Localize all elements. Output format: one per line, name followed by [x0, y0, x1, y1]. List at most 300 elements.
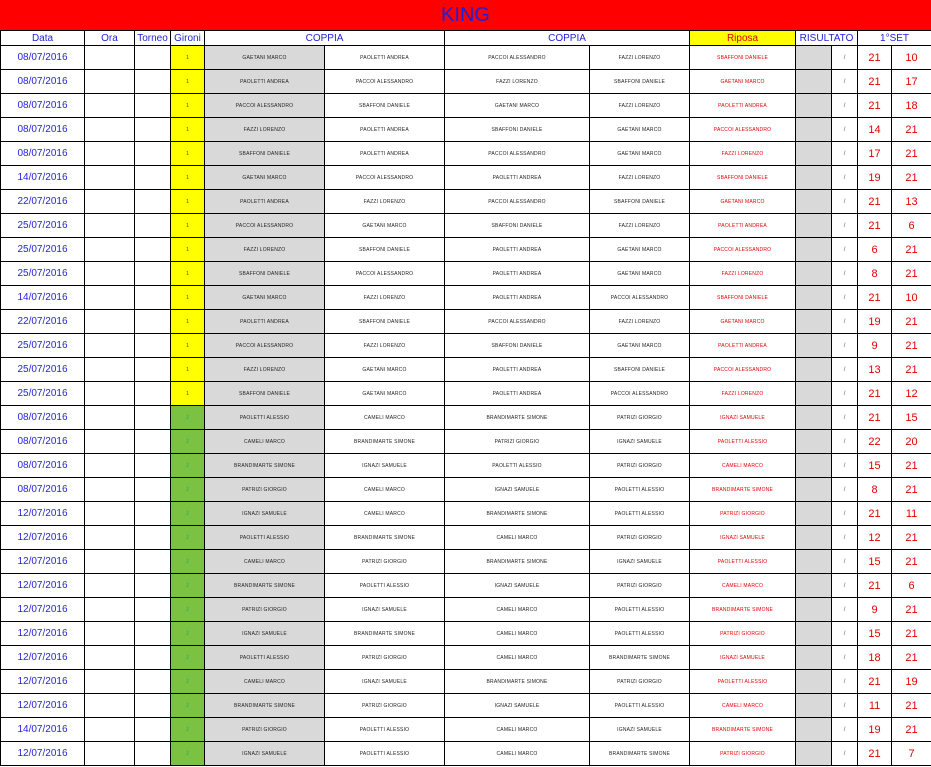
risultato-separator: /: [832, 190, 858, 214]
coppia2-player2: PAOLETTI ALESSIO: [590, 598, 690, 622]
match-row: [1, 502, 931, 526]
coppia2-player2: PAOLETTI ALESSIO: [590, 478, 690, 502]
coppia1-player2: PAOLETTI ALESSIO: [325, 742, 445, 766]
coppia2-player1: SBAFFONI DANIELE: [445, 118, 590, 142]
set-score-2: 13: [892, 190, 931, 214]
risultato-separator: /: [832, 742, 858, 766]
match-torneo: [135, 502, 171, 526]
match-torneo: [135, 190, 171, 214]
match-row: [1, 118, 931, 142]
coppia2-player2: BRANDIMARTE SIMONE: [590, 646, 690, 670]
coppia1-player2: GAETANI MARCO: [325, 214, 445, 238]
match-torneo: [135, 454, 171, 478]
match-girone: 2: [171, 742, 205, 766]
match-girone: 1: [171, 310, 205, 334]
risultato-cell: [796, 598, 832, 622]
set-score-1: 21: [858, 286, 892, 310]
coppia1-player2: SBAFFONI DANIELE: [325, 238, 445, 262]
match-row: [1, 622, 931, 646]
coppia1-player2: BRANDIMARTE SIMONE: [325, 526, 445, 550]
riposa-player: SBAFFONI DANIELE: [690, 166, 796, 190]
match-date: 12/07/2016: [1, 622, 85, 646]
set-score-1: 21: [858, 214, 892, 238]
match-row: [1, 646, 931, 670]
coppia2-player2: PATRIZI GIORGIO: [590, 454, 690, 478]
match-ora: [85, 94, 135, 118]
match-torneo: [135, 358, 171, 382]
set-score-1: 21: [858, 382, 892, 406]
coppia2-player2: PAOLETTI ALESSIO: [590, 622, 690, 646]
sheet-title: KING: [0, 0, 931, 30]
match-date: 08/07/2016: [1, 454, 85, 478]
match-girone: 2: [171, 670, 205, 694]
risultato-separator: /: [832, 166, 858, 190]
set-score-1: 11: [858, 694, 892, 718]
coppia1-player2: PAOLETTI ALESSIO: [325, 718, 445, 742]
risultato-separator: /: [832, 502, 858, 526]
risultato-cell: [796, 478, 832, 502]
coppia1-player1: PACCOI ALESSANDRO: [205, 334, 325, 358]
risultato-cell: [796, 526, 832, 550]
coppia1-player2: PAOLETTI ALESSIO: [325, 574, 445, 598]
match-date: 08/07/2016: [1, 478, 85, 502]
riposa-player: PAOLETTI ANDREA: [690, 94, 796, 118]
coppia2-player2: SBAFFONI DANIELE: [590, 190, 690, 214]
match-ora: [85, 142, 135, 166]
match-ora: [85, 214, 135, 238]
risultato-separator: /: [832, 550, 858, 574]
set-score-2: 18: [892, 94, 931, 118]
riposa-player: PACCOI ALESSANDRO: [690, 118, 796, 142]
coppia1-player2: CAMELI MARCO: [325, 406, 445, 430]
match-girone: 1: [171, 166, 205, 190]
set-score-1: 21: [858, 574, 892, 598]
riposa-player: CAMELI MARCO: [690, 454, 796, 478]
coppia2-player1: BRANDIMARTE SIMONE: [445, 502, 590, 526]
set-score-2: 21: [892, 718, 931, 742]
match-date: 22/07/2016: [1, 190, 85, 214]
match-ora: [85, 646, 135, 670]
match-girone: 1: [171, 262, 205, 286]
set-score-1: 19: [858, 166, 892, 190]
match-girone: 1: [171, 238, 205, 262]
risultato-cell: [796, 358, 832, 382]
coppia1-player1: SBAFFONI DANIELE: [205, 382, 325, 406]
risultato-cell: [796, 550, 832, 574]
match-girone: 1: [171, 286, 205, 310]
riposa-player: SBAFFONI DANIELE: [690, 286, 796, 310]
match-torneo: [135, 670, 171, 694]
set-score-1: 19: [858, 310, 892, 334]
coppia1-player2: IGNAZI SAMUELE: [325, 670, 445, 694]
match-ora: [85, 742, 135, 766]
riposa-player: PAOLETTI ALESSIO: [690, 550, 796, 574]
coppia2-player2: IGNAZI SAMUELE: [590, 718, 690, 742]
match-torneo: [135, 262, 171, 286]
match-date: 12/07/2016: [1, 646, 85, 670]
header-coppia-1: COPPIA: [205, 31, 445, 46]
riposa-player: GAETANI MARCO: [690, 190, 796, 214]
coppia1-player1: PAOLETTI ALESSIO: [205, 526, 325, 550]
coppia2-player1: PACCOI ALESSANDRO: [445, 310, 590, 334]
coppia2-player2: PAOLETTI ALESSIO: [590, 694, 690, 718]
set-score-2: 21: [892, 622, 931, 646]
coppia2-player2: PACCOI ALESSANDRO: [590, 286, 690, 310]
coppia2-player1: PACCOI ALESSANDRO: [445, 46, 590, 70]
coppia1-player1: FAZZI LORENZO: [205, 358, 325, 382]
set-score-2: 19: [892, 670, 931, 694]
coppia2-player1: PAOLETTI ANDREA: [445, 382, 590, 406]
coppia2-player1: BRANDIMARTE SIMONE: [445, 670, 590, 694]
match-girone: 2: [171, 430, 205, 454]
coppia1-player1: FAZZI LORENZO: [205, 118, 325, 142]
coppia1-player2: IGNAZI SAMUELE: [325, 454, 445, 478]
match-date: 14/07/2016: [1, 718, 85, 742]
match-torneo: [135, 142, 171, 166]
coppia2-player1: CAMELI MARCO: [445, 622, 590, 646]
riposa-player: PAOLETTI ANDREA: [690, 214, 796, 238]
risultato-separator: /: [832, 118, 858, 142]
match-row: [1, 718, 931, 742]
risultato-separator: /: [832, 70, 858, 94]
set-score-1: 15: [858, 622, 892, 646]
match-date: 25/07/2016: [1, 262, 85, 286]
coppia1-player1: BRANDIMARTE SIMONE: [205, 694, 325, 718]
coppia2-player2: IGNAZI SAMUELE: [590, 430, 690, 454]
risultato-cell: [796, 94, 832, 118]
set-score-1: 12: [858, 526, 892, 550]
coppia1-player1: CAMELI MARCO: [205, 670, 325, 694]
coppia2-player2: BRANDIMARTE SIMONE: [590, 742, 690, 766]
risultato-cell: [796, 310, 832, 334]
match-row: [1, 406, 931, 430]
match-torneo: [135, 166, 171, 190]
coppia1-player2: IGNAZI SAMUELE: [325, 598, 445, 622]
match-ora: [85, 670, 135, 694]
header-coppia-2: COPPIA: [445, 31, 690, 46]
coppia1-player2: FAZZI LORENZO: [325, 190, 445, 214]
risultato-separator: /: [832, 430, 858, 454]
coppia2-player2: SBAFFONI DANIELE: [590, 358, 690, 382]
set-score-1: 8: [858, 262, 892, 286]
match-row: [1, 310, 931, 334]
risultato-cell: [796, 430, 832, 454]
set-score-2: 10: [892, 286, 931, 310]
match-ora: [85, 118, 135, 142]
riposa-player: SBAFFONI DANIELE: [690, 46, 796, 70]
match-date: 08/07/2016: [1, 430, 85, 454]
set-score-1: 22: [858, 430, 892, 454]
coppia2-player1: IGNAZI SAMUELE: [445, 478, 590, 502]
riposa-player: BRANDIMARTE SIMONE: [690, 598, 796, 622]
coppia1-player1: SBAFFONI DANIELE: [205, 142, 325, 166]
coppia1-player2: PACCOI ALESSANDRO: [325, 262, 445, 286]
risultato-cell: [796, 142, 832, 166]
match-torneo: [135, 646, 171, 670]
match-date: 08/07/2016: [1, 142, 85, 166]
set-score-1: 21: [858, 670, 892, 694]
riposa-player: PAOLETTI ANDREA: [690, 334, 796, 358]
match-ora: [85, 46, 135, 70]
match-ora: [85, 598, 135, 622]
coppia1-player1: PAOLETTI ALESSIO: [205, 406, 325, 430]
match-row: [1, 334, 931, 358]
coppia2-player2: GAETANI MARCO: [590, 238, 690, 262]
coppia1-player2: FAZZI LORENZO: [325, 286, 445, 310]
set-score-1: 17: [858, 142, 892, 166]
risultato-separator: /: [832, 454, 858, 478]
coppia1-player2: SBAFFONI DANIELE: [325, 94, 445, 118]
set-score-2: 21: [892, 454, 931, 478]
match-girone: 1: [171, 142, 205, 166]
match-date: 12/07/2016: [1, 694, 85, 718]
coppia2-player1: PACCOI ALESSANDRO: [445, 142, 590, 166]
risultato-cell: [796, 262, 832, 286]
match-ora: [85, 262, 135, 286]
risultato-cell: [796, 46, 832, 70]
coppia2-player2: PATRIZI GIORGIO: [590, 526, 690, 550]
set-score-1: 21: [858, 190, 892, 214]
risultato-separator: /: [832, 574, 858, 598]
match-ora: [85, 406, 135, 430]
coppia1-player1: FAZZI LORENZO: [205, 238, 325, 262]
riposa-player: CAMELI MARCO: [690, 574, 796, 598]
match-girone: 1: [171, 334, 205, 358]
coppia1-player2: PACCOI ALESSANDRO: [325, 166, 445, 190]
risultato-cell: [796, 574, 832, 598]
coppia1-player1: PACCOI ALESSANDRO: [205, 214, 325, 238]
coppia1-player1: PAOLETTI ANDREA: [205, 190, 325, 214]
risultato-cell: [796, 190, 832, 214]
match-row: [1, 430, 931, 454]
risultato-separator: /: [832, 598, 858, 622]
match-torneo: [135, 478, 171, 502]
set-score-2: 21: [892, 358, 931, 382]
match-row: [1, 574, 931, 598]
match-date: 12/07/2016: [1, 502, 85, 526]
coppia1-player1: CAMELI MARCO: [205, 430, 325, 454]
match-row: [1, 358, 931, 382]
riposa-player: PATRIZI GIORGIO: [690, 742, 796, 766]
riposa-player: PATRIZI GIORGIO: [690, 622, 796, 646]
match-torneo: [135, 406, 171, 430]
set-score-1: 21: [858, 502, 892, 526]
set-score-1: 21: [858, 94, 892, 118]
riposa-player: PATRIZI GIORGIO: [690, 502, 796, 526]
header-row: [1, 31, 931, 46]
risultato-separator: /: [832, 286, 858, 310]
coppia2-player2: GAETANI MARCO: [590, 142, 690, 166]
coppia1-player1: BRANDIMARTE SIMONE: [205, 574, 325, 598]
match-girone: 1: [171, 214, 205, 238]
risultato-separator: /: [832, 382, 858, 406]
coppia1-player2: BRANDIMARTE SIMONE: [325, 430, 445, 454]
match-ora: [85, 358, 135, 382]
header-gironi: Gironi: [171, 31, 205, 46]
match-row: [1, 70, 931, 94]
riposa-player: GAETANI MARCO: [690, 310, 796, 334]
match-girone: 1: [171, 70, 205, 94]
match-torneo: [135, 118, 171, 142]
match-date: 25/07/2016: [1, 238, 85, 262]
match-row: [1, 262, 931, 286]
match-date: 12/07/2016: [1, 526, 85, 550]
set-score-2: 6: [892, 574, 931, 598]
set-score-1: 9: [858, 334, 892, 358]
set-score-2: 21: [892, 334, 931, 358]
coppia2-player1: CAMELI MARCO: [445, 742, 590, 766]
coppia1-player2: PAOLETTI ANDREA: [325, 142, 445, 166]
match-table: [0, 30, 931, 766]
riposa-player: IGNAZI SAMUELE: [690, 526, 796, 550]
match-row: [1, 382, 931, 406]
risultato-separator: /: [832, 358, 858, 382]
risultato-cell: [796, 286, 832, 310]
coppia1-player1: IGNAZI SAMUELE: [205, 502, 325, 526]
match-torneo: [135, 214, 171, 238]
coppia1-player1: PATRIZI GIORGIO: [205, 478, 325, 502]
risultato-separator: /: [832, 142, 858, 166]
risultato-separator: /: [832, 406, 858, 430]
coppia2-player1: FAZZI LORENZO: [445, 70, 590, 94]
riposa-player: PAOLETTI ALESSIO: [690, 430, 796, 454]
match-ora: [85, 550, 135, 574]
match-row: [1, 166, 931, 190]
set-score-1: 15: [858, 550, 892, 574]
risultato-cell: [796, 694, 832, 718]
risultato-separator: /: [832, 238, 858, 262]
coppia1-player2: PATRIZI GIORGIO: [325, 550, 445, 574]
riposa-player: CAMELI MARCO: [690, 694, 796, 718]
header-set: 1°SET: [858, 31, 931, 46]
coppia2-player2: IGNAZI SAMUELE: [590, 550, 690, 574]
coppia1-player1: CAMELI MARCO: [205, 550, 325, 574]
risultato-separator: /: [832, 46, 858, 70]
coppia2-player2: FAZZI LORENZO: [590, 310, 690, 334]
risultato-separator: /: [832, 694, 858, 718]
match-date: 12/07/2016: [1, 670, 85, 694]
match-ora: [85, 166, 135, 190]
coppia1-player1: GAETANI MARCO: [205, 46, 325, 70]
match-ora: [85, 454, 135, 478]
coppia1-player1: PAOLETTI ALESSIO: [205, 646, 325, 670]
coppia1-player1: PAOLETTI ANDREA: [205, 70, 325, 94]
set-score-1: 21: [858, 70, 892, 94]
coppia2-player1: PAOLETTI ANDREA: [445, 286, 590, 310]
header-torneo: Torneo: [135, 31, 171, 46]
riposa-player: FAZZI LORENZO: [690, 262, 796, 286]
coppia1-player1: PACCOI ALESSANDRO: [205, 94, 325, 118]
match-torneo: [135, 526, 171, 550]
set-score-2: 21: [892, 118, 931, 142]
match-row: [1, 454, 931, 478]
coppia2-player2: PATRIZI GIORGIO: [590, 574, 690, 598]
set-score-2: 21: [892, 526, 931, 550]
risultato-cell: [796, 238, 832, 262]
match-ora: [85, 286, 135, 310]
match-row: [1, 526, 931, 550]
match-ora: [85, 310, 135, 334]
match-row: [1, 94, 931, 118]
match-date: 12/07/2016: [1, 574, 85, 598]
match-date: 14/07/2016: [1, 166, 85, 190]
set-score-2: 21: [892, 694, 931, 718]
set-score-2: 12: [892, 382, 931, 406]
match-torneo: [135, 742, 171, 766]
risultato-cell: [796, 646, 832, 670]
set-score-1: 15: [858, 454, 892, 478]
match-torneo: [135, 622, 171, 646]
match-row: [1, 286, 931, 310]
set-score-2: 15: [892, 406, 931, 430]
match-date: 25/07/2016: [1, 214, 85, 238]
set-score-2: 10: [892, 46, 931, 70]
match-torneo: [135, 238, 171, 262]
match-date: 12/07/2016: [1, 598, 85, 622]
risultato-separator: /: [832, 718, 858, 742]
risultato-cell: [796, 334, 832, 358]
match-row: [1, 598, 931, 622]
set-score-1: 21: [858, 46, 892, 70]
set-score-2: 20: [892, 430, 931, 454]
match-row: [1, 742, 931, 766]
riposa-player: IGNAZI SAMUELE: [690, 406, 796, 430]
riposa-player: BRANDIMARTE SIMONE: [690, 718, 796, 742]
coppia2-player1: PACCOI ALESSANDRO: [445, 190, 590, 214]
coppia2-player2: FAZZI LORENZO: [590, 214, 690, 238]
set-score-1: 19: [858, 718, 892, 742]
match-girone: 2: [171, 574, 205, 598]
risultato-separator: /: [832, 214, 858, 238]
match-torneo: [135, 550, 171, 574]
coppia2-player1: PAOLETTI ANDREA: [445, 262, 590, 286]
match-date: 08/07/2016: [1, 70, 85, 94]
risultato-cell: [796, 454, 832, 478]
match-girone: 2: [171, 694, 205, 718]
coppia1-player2: FAZZI LORENZO: [325, 334, 445, 358]
match-row: [1, 670, 931, 694]
coppia1-player2: PACCOI ALESSANDRO: [325, 70, 445, 94]
match-girone: 1: [171, 46, 205, 70]
risultato-separator: /: [832, 622, 858, 646]
match-torneo: [135, 94, 171, 118]
match-torneo: [135, 334, 171, 358]
set-score-1: 9: [858, 598, 892, 622]
set-score-2: 21: [892, 646, 931, 670]
risultato-cell: [796, 718, 832, 742]
risultato-cell: [796, 502, 832, 526]
coppia2-player1: PATRIZI GIORGIO: [445, 430, 590, 454]
match-row: [1, 190, 931, 214]
match-girone: 2: [171, 478, 205, 502]
set-score-1: 21: [858, 406, 892, 430]
match-ora: [85, 502, 135, 526]
risultato-cell: [796, 406, 832, 430]
coppia1-player2: CAMELI MARCO: [325, 502, 445, 526]
risultato-separator: /: [832, 670, 858, 694]
header-riposa: Riposa: [690, 31, 796, 46]
match-date: 08/07/2016: [1, 46, 85, 70]
coppia1-player2: PAOLETTI ANDREA: [325, 118, 445, 142]
coppia2-player2: GAETANI MARCO: [590, 118, 690, 142]
coppia2-player1: CAMELI MARCO: [445, 526, 590, 550]
riposa-player: PACCOI ALESSANDRO: [690, 238, 796, 262]
risultato-separator: /: [832, 526, 858, 550]
match-ora: [85, 190, 135, 214]
match-ora: [85, 694, 135, 718]
set-score-2: 21: [892, 262, 931, 286]
coppia2-player1: CAMELI MARCO: [445, 598, 590, 622]
